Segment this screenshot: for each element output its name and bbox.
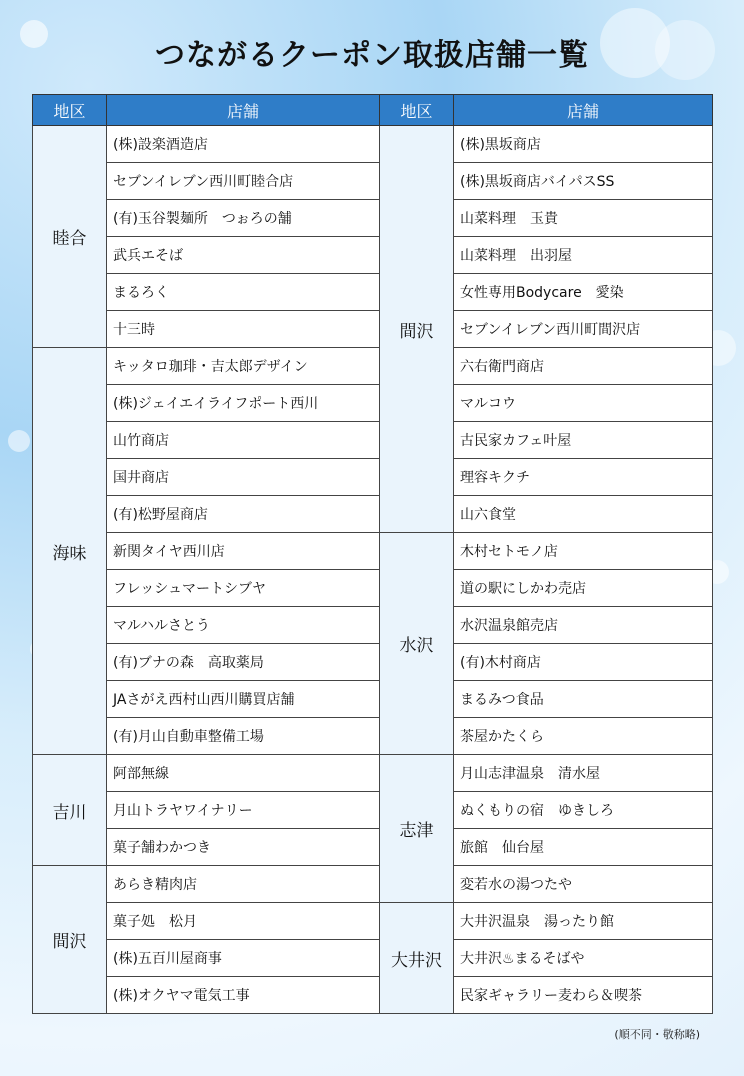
table-row [33, 940, 713, 977]
table-row [33, 496, 713, 533]
area-cell-right: 大井沢 [380, 903, 454, 1014]
store-cell-left: (株)オクヤマ電気工事 [107, 977, 380, 1014]
store-cell-right: 山六食堂 [454, 496, 713, 533]
store-cell-right: 理容キクチ [454, 459, 713, 496]
table-row [33, 866, 713, 903]
store-cell-left: 菓子舗わかつき [107, 829, 380, 866]
table-row [33, 681, 713, 718]
table-row [33, 570, 713, 607]
store-cell-right: セブンイレブン西川町間沢店 [454, 311, 713, 348]
store-cell-right: 六右衛門商店 [454, 348, 713, 385]
store-cell-right: 水沢温泉館売店 [454, 607, 713, 644]
header-area-left: 地区 [33, 95, 107, 126]
store-cell-left: 阿部無線 [107, 755, 380, 792]
store-cell-left: 十三時 [107, 311, 380, 348]
store-cell-right: 木村セトモノ店 [454, 533, 713, 570]
area-cell-left: 睦合 [33, 126, 107, 348]
store-cell-left: (株)ジェイエイライフポート西川 [107, 385, 380, 422]
area-cell-right: 志津 [380, 755, 454, 903]
store-table-body [33, 126, 713, 1014]
table-row [33, 607, 713, 644]
store-cell-right: 茶屋かたくら [454, 718, 713, 755]
store-cell-left: (株)設楽酒造店 [107, 126, 380, 163]
table-row [33, 311, 713, 348]
store-cell-left: セブンイレブン西川町睦合店 [107, 163, 380, 200]
header-row [33, 95, 713, 126]
store-cell-right: まるみつ食品 [454, 681, 713, 718]
table-row [33, 200, 713, 237]
store-cell-right: 道の駅にしかわ売店 [454, 570, 713, 607]
table-row [33, 977, 713, 1014]
store-cell-right: 山菜料理 出羽屋 [454, 237, 713, 274]
footnote: (順不同・敬称略) [614, 1028, 700, 1041]
store-cell-right: 古民家カフェ叶屋 [454, 422, 713, 459]
table-row [33, 533, 713, 570]
store-cell-right: ぬくもりの宿 ゆきしろ [454, 792, 713, 829]
header-store-left: 店舗 [107, 95, 380, 126]
table-row [33, 274, 713, 311]
table-row [33, 644, 713, 681]
store-cell-right: (有)木村商店 [454, 644, 713, 681]
header-store-right: 店舗 [454, 95, 713, 126]
store-cell-left: JAさがえ西村山西川購買店舗 [107, 681, 380, 718]
area-cell-right: 水沢 [380, 533, 454, 755]
area-cell-left: 海味 [33, 348, 107, 755]
store-cell-right: (株)黒坂商店 [454, 126, 713, 163]
table-row [33, 755, 713, 792]
table-row [33, 126, 713, 163]
table-row [33, 829, 713, 866]
store-cell-right: 女性専用Bodycare 愛染 [454, 274, 713, 311]
store-cell-left: 菓子処 松月 [107, 903, 380, 940]
store-cell-right: 大井沢♨まるそばや [454, 940, 713, 977]
store-cell-left: 武兵エそば [107, 237, 380, 274]
store-cell-left: (有)玉谷製麺所 つぉろの舗 [107, 200, 380, 237]
store-cell-left: 月山トラヤワイナリー [107, 792, 380, 829]
area-cell-left: 吉川 [33, 755, 107, 866]
table-row [33, 903, 713, 940]
table-row [33, 237, 713, 274]
table-row [33, 163, 713, 200]
store-table [32, 94, 713, 1014]
store-cell-left: (有)松野屋商店 [107, 496, 380, 533]
store-cell-left: フレッシュマートシブヤ [107, 570, 380, 607]
table-row [33, 792, 713, 829]
store-cell-left: 山竹商店 [107, 422, 380, 459]
area-cell-right: 間沢 [380, 126, 454, 533]
store-cell-left: (株)五百川屋商事 [107, 940, 380, 977]
table-row [33, 348, 713, 385]
area-cell-left: 間沢 [33, 866, 107, 1014]
store-cell-left: 新関タイヤ西川店 [107, 533, 380, 570]
store-cell-left: キッタロ珈琲・吉太郎デザイン [107, 348, 380, 385]
store-cell-left: マルハルさとう [107, 607, 380, 644]
decor-bubble [8, 430, 30, 452]
store-cell-left: あらき精肉店 [107, 866, 380, 903]
table-row [33, 385, 713, 422]
store-cell-right: (株)黒坂商店バイパスSS [454, 163, 713, 200]
store-cell-right: 山菜料理 玉貴 [454, 200, 713, 237]
store-cell-left: まるろく [107, 274, 380, 311]
table-row [33, 422, 713, 459]
page-title: つながるクーポン取扱店舗一覧 [155, 38, 589, 73]
store-cell-right: 旅館 仙台屋 [454, 829, 713, 866]
table-row [33, 718, 713, 755]
store-cell-left: (有)月山自動車整備工場 [107, 718, 380, 755]
store-cell-right: マルコウ [454, 385, 713, 422]
header-area-right: 地区 [380, 95, 454, 126]
table-row [33, 459, 713, 496]
store-cell-left: (有)ブナの森 高取薬局 [107, 644, 380, 681]
store-cell-right: 大井沢温泉 湯ったり館 [454, 903, 713, 940]
store-cell-right: 変若水の湯つたや [454, 866, 713, 903]
store-cell-right: 月山志津温泉 清水屋 [454, 755, 713, 792]
store-cell-left: 国井商店 [107, 459, 380, 496]
store-cell-right: 民家ギャラリー麦わら＆喫茶 [454, 977, 713, 1014]
